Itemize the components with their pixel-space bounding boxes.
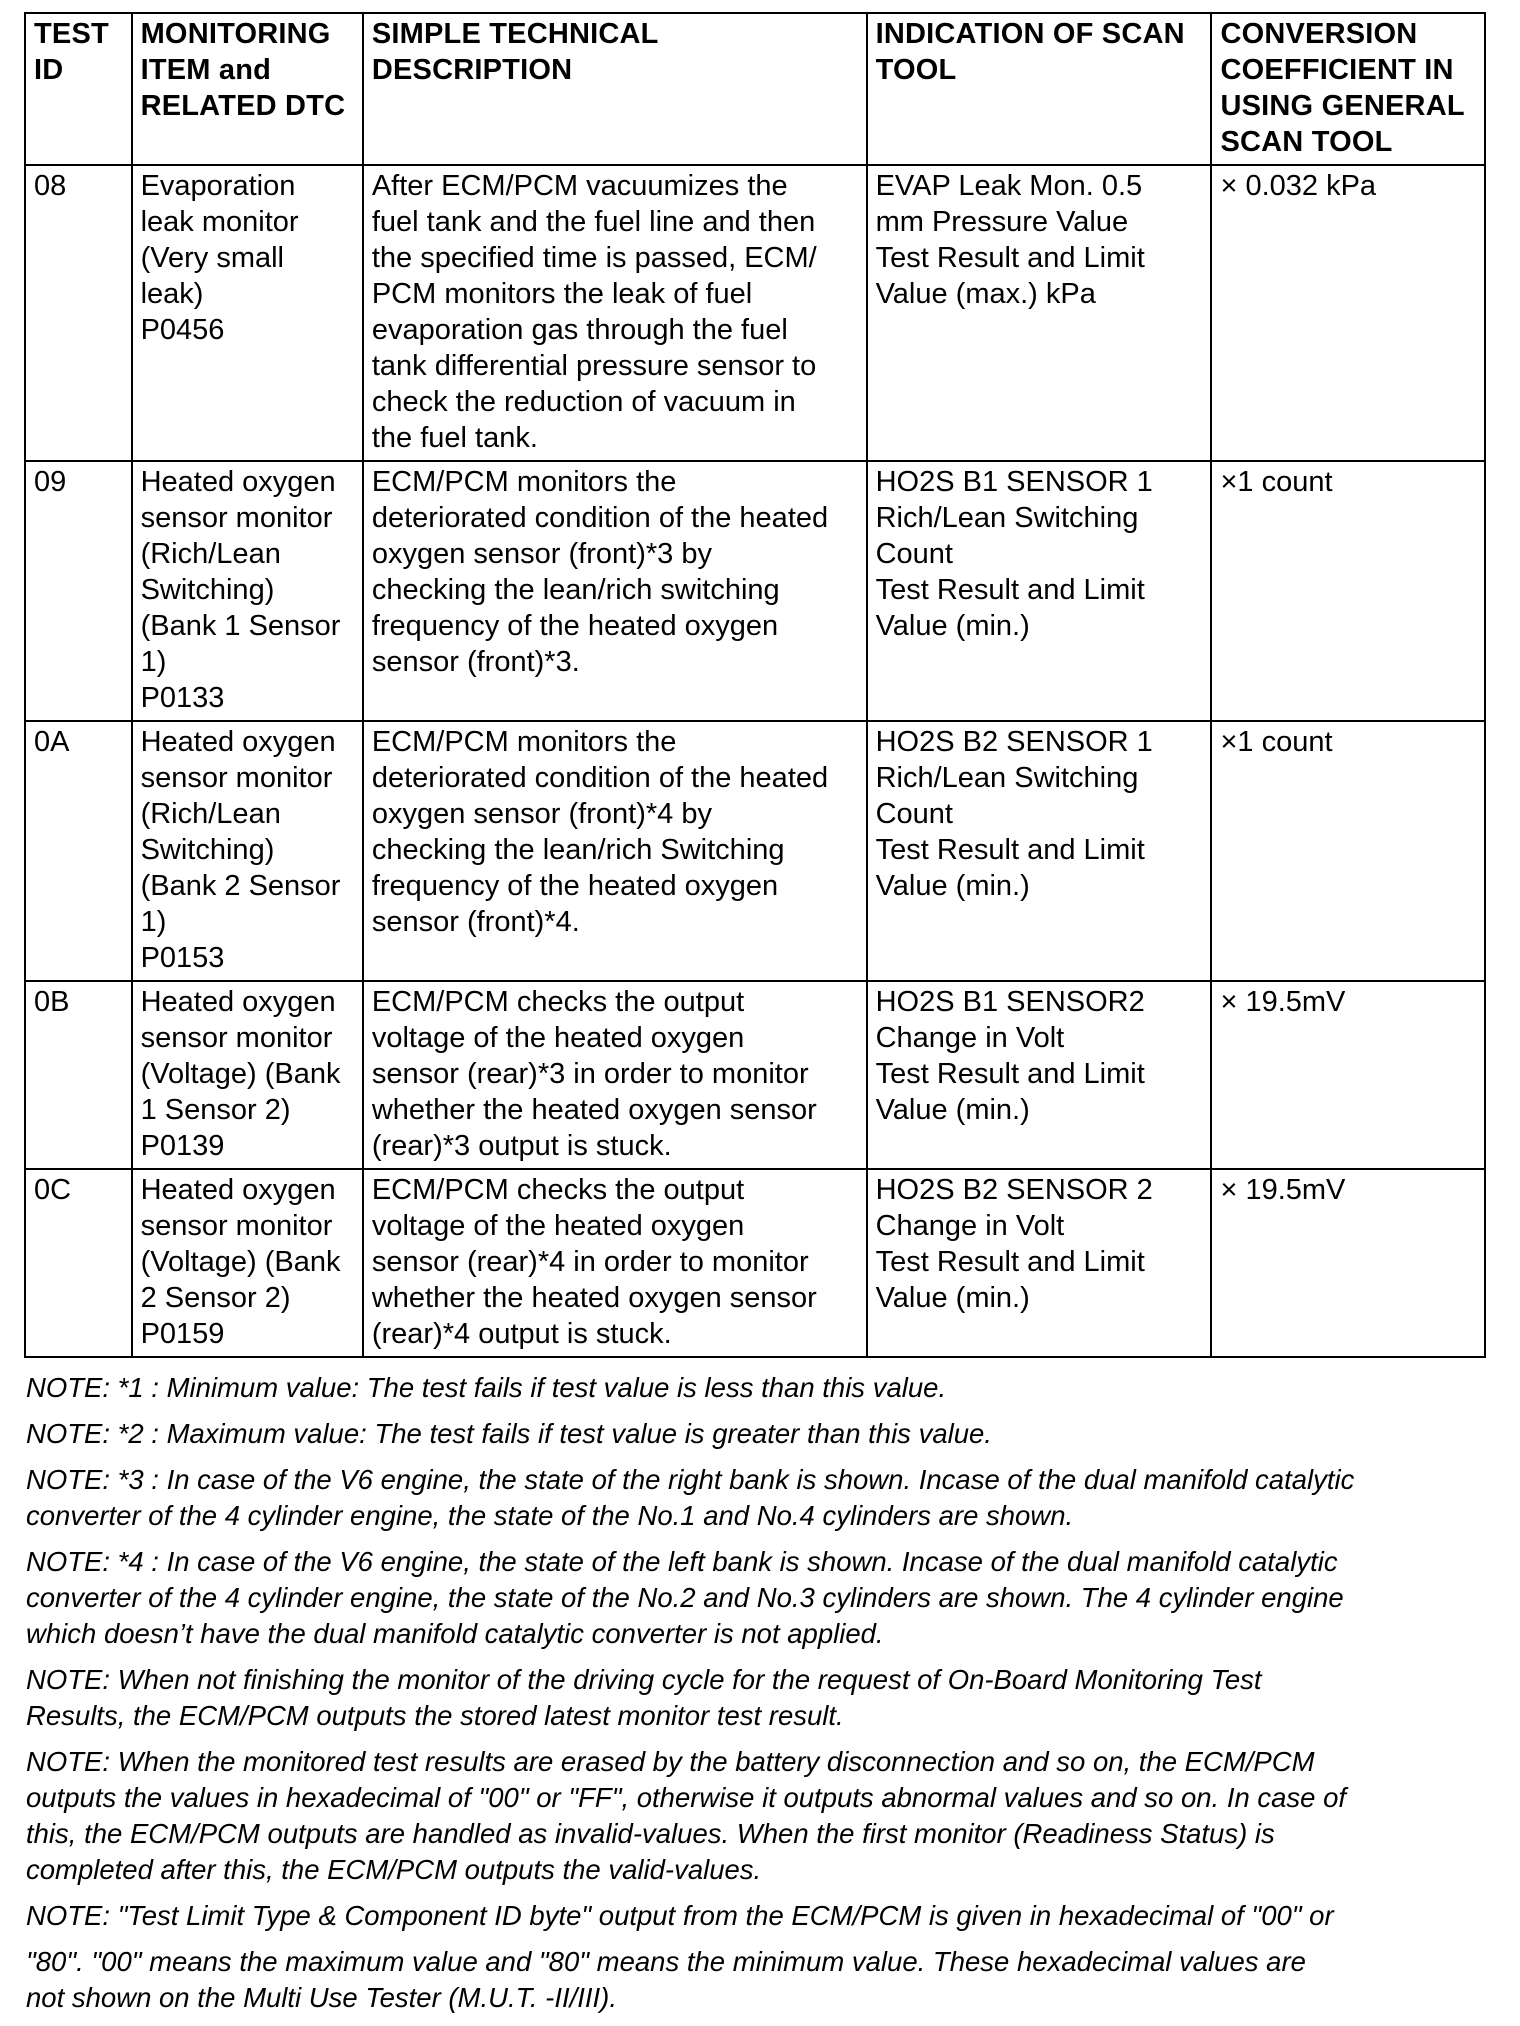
- description-cell: [363, 721, 867, 981]
- text-line: 1): [140, 646, 167, 678]
- text-line: Evaporation: [140, 170, 296, 202]
- header-scan-tool-indication: [867, 13, 1212, 165]
- text-line: leak): [140, 278, 204, 310]
- text-line: check the reduction of vacuum in: [371, 386, 796, 418]
- text-line: sensor (front)*4.: [371, 906, 580, 938]
- text-line: ID: [34, 54, 64, 86]
- text-line: Count: [875, 538, 953, 570]
- description-cell: [363, 981, 867, 1169]
- text-line: CONVERSION: [1220, 18, 1418, 50]
- coefficient-cell: × 0.032 kPa: [1211, 165, 1485, 461]
- text-line: leak monitor: [140, 206, 299, 238]
- text-line: NOTE: When the monitored test results are erased by the battery disconnection and so on, the ECM/PCM: [26, 1746, 1315, 1777]
- text-line: Switching): [140, 574, 275, 606]
- text-line: Value (min.): [875, 1094, 1030, 1126]
- text-line: Heated oxygen: [140, 986, 336, 1018]
- note-monitor-result: [26, 1662, 1496, 1734]
- text-line: P0159: [140, 1318, 225, 1350]
- text-line: sensor (rear)*3 in order to monitor: [371, 1058, 809, 1090]
- text-line: NOTE: *2 : Maximum value: The test fails if test value is greater than this value.: [26, 1418, 992, 1449]
- text-line: tank differential pressure sensor to: [371, 350, 817, 382]
- text-line: sensor monitor: [140, 762, 333, 794]
- monitoring-item-cell: [132, 1169, 363, 1357]
- text-line: HO2S B1 SENSOR2: [875, 986, 1145, 1018]
- text-line: ITEM and: [140, 54, 272, 86]
- table-row: [25, 1169, 1485, 1357]
- text-line: frequency of the heated oxygen: [371, 870, 779, 902]
- text-line: sensor monitor: [140, 1022, 333, 1054]
- note-4: [26, 1544, 1496, 1652]
- text-line: the fuel tank.: [371, 422, 538, 454]
- text-line: HO2S B1 SENSOR 1: [875, 466, 1153, 498]
- text-line: (Voltage) (Bank: [140, 1246, 341, 1278]
- text-line: USING GENERAL: [1220, 90, 1465, 122]
- text-line: Test Result and Limit: [875, 834, 1145, 866]
- text-line: Test Result and Limit: [875, 242, 1145, 274]
- coefficient-cell: × 19.5mV: [1211, 981, 1485, 1169]
- text-line: Heated oxygen: [140, 726, 336, 758]
- text-line: 1): [140, 906, 167, 938]
- test-id-cell: 0B: [25, 981, 132, 1169]
- note-3: [26, 1462, 1496, 1534]
- text-line: P0139: [140, 1130, 225, 1162]
- note-2: [26, 1416, 1496, 1452]
- text-line: SIMPLE TECHNICAL: [371, 18, 659, 50]
- text-line: P0456: [140, 314, 225, 346]
- text-line: ECM/PCM monitors the: [371, 466, 677, 498]
- text-line: ECM/PCM monitors the: [371, 726, 677, 758]
- header-monitoring-item: [132, 13, 363, 165]
- table-row: [25, 461, 1485, 721]
- text-line: NOTE: "Test Limit Type & Component ID byte" output from the ECM/PCM is given in hexadecimal of "00" or: [26, 1900, 1334, 1931]
- scan-tool-cell: [867, 721, 1212, 981]
- header-conversion-coefficient: [1211, 13, 1485, 165]
- test-id-cell: 08: [25, 165, 132, 461]
- text-line: oxygen sensor (front)*4 by: [371, 798, 712, 830]
- text-line: MONITORING: [140, 18, 331, 50]
- text-line: whether the heated oxygen sensor: [371, 1094, 817, 1126]
- text-line: not shown on the Multi Use Tester (M.U.T. -II/III).: [26, 1982, 617, 2013]
- note-1: [26, 1370, 1496, 1406]
- text-line: (Rich/Lean: [140, 538, 281, 570]
- text-line: Value (min.): [875, 1282, 1030, 1314]
- coefficient-cell: ×1 count: [1211, 461, 1485, 721]
- notes-section: [26, 1370, 1496, 2026]
- monitoring-item-cell: [132, 165, 363, 461]
- test-id-cell: 0C: [25, 1169, 132, 1357]
- text-line: HO2S B2 SENSOR 1: [875, 726, 1153, 758]
- text-line: checking the lean/rich switching: [371, 574, 780, 606]
- text-line: Heated oxygen: [140, 466, 336, 498]
- text-line: NOTE: When not finishing the monitor of the driving cycle for the request of On-Board Monitoring Test: [26, 1664, 1262, 1695]
- text-line: EVAP Leak Mon. 0.5: [875, 170, 1143, 202]
- text-line: which doesn’t have the dual manifold catalytic converter is not applied.: [26, 1618, 884, 1649]
- text-line: Test Result and Limit: [875, 1058, 1145, 1090]
- scan-tool-cell: [867, 165, 1212, 461]
- text-line: Value (max.) kPa: [875, 278, 1096, 310]
- table-header-row: [25, 13, 1485, 165]
- text-line: fuel tank and the fuel line and then: [371, 206, 816, 238]
- text-line: Results, the ECM/PCM outputs the stored latest monitor test result.: [26, 1700, 844, 1731]
- monitoring-item-cell: [132, 721, 363, 981]
- text-line: DESCRIPTION: [371, 54, 573, 86]
- header-technical-description: [363, 13, 867, 165]
- table-row: [25, 721, 1485, 981]
- text-line: deteriorated condition of the heated: [371, 762, 829, 794]
- text-line: (rear)*3 output is stuck.: [371, 1130, 672, 1162]
- text-line: oxygen sensor (front)*3 by: [371, 538, 712, 570]
- monitor-test-table: [24, 12, 1486, 1358]
- text-line: P0133: [140, 682, 225, 714]
- test-id-cell: 0A: [25, 721, 132, 981]
- text-line: Value (min.): [875, 870, 1030, 902]
- text-line: (Bank 2 Sensor: [140, 870, 341, 902]
- table-row: [25, 165, 1485, 461]
- text-line: NOTE: *3 : In case of the V6 engine, the state of the right bank is shown. Incase of the dual manifold catalytic: [26, 1464, 1355, 1495]
- table-row: [25, 981, 1485, 1169]
- text-line: Switching): [140, 834, 275, 866]
- text-line: Count: [875, 798, 953, 830]
- text-line: sensor monitor: [140, 1210, 333, 1242]
- test-id-cell: 09: [25, 461, 132, 721]
- text-line: voltage of the heated oxygen: [371, 1022, 745, 1054]
- text-line: sensor (front)*3.: [371, 646, 580, 678]
- text-line: this, the ECM/PCM outputs are handled as invalid-values. When the first monitor (Readiness Status) is: [26, 1818, 1275, 1849]
- description-cell: [363, 165, 867, 461]
- text-line: (Bank 1 Sensor: [140, 610, 341, 642]
- note-test-limit-type: [26, 1898, 1496, 1934]
- note-hex-values: [26, 1944, 1496, 2016]
- text-line: P0153: [140, 942, 225, 974]
- text-line: ECM/PCM checks the output: [371, 1174, 745, 1206]
- text-line: mm Pressure Value: [875, 206, 1129, 238]
- text-line: sensor (rear)*4 in order to monitor: [371, 1246, 809, 1278]
- text-line: (Very small: [140, 242, 284, 274]
- coefficient-cell: ×1 count: [1211, 721, 1485, 981]
- text-line: checking the lean/rich Switching: [371, 834, 785, 866]
- text-line: (rear)*4 output is stuck.: [371, 1318, 672, 1350]
- text-line: Rich/Lean Switching: [875, 762, 1139, 794]
- text-line: frequency of the heated oxygen: [371, 610, 779, 642]
- text-line: sensor monitor: [140, 502, 333, 534]
- scan-tool-cell: [867, 981, 1212, 1169]
- text-line: Test Result and Limit: [875, 574, 1145, 606]
- text-line: SCAN TOOL: [1220, 126, 1393, 158]
- text-line: NOTE: *4 : In case of the V6 engine, the state of the left bank is shown. Incase of the dual manifold catalytic: [26, 1546, 1338, 1577]
- text-line: TEST: [34, 18, 109, 50]
- text-line: RELATED DTC: [140, 90, 346, 122]
- text-line: 1 Sensor 2): [140, 1094, 291, 1126]
- text-line: ECM/PCM checks the output: [371, 986, 745, 1018]
- text-line: completed after this, the ECM/PCM outputs the valid-values.: [26, 1854, 762, 1885]
- text-line: converter of the 4 cylinder engine, the state of the No.1 and No.4 cylinders are shown.: [26, 1500, 1074, 1531]
- text-line: TOOL: [875, 54, 957, 86]
- monitoring-item-cell: [132, 461, 363, 721]
- text-line: converter of the 4 cylinder engine, the state of the No.2 and No.3 cylinders are shown. The 4 cylinder engine: [26, 1582, 1344, 1613]
- text-line: Test Result and Limit: [875, 1246, 1145, 1278]
- text-line: COEFFICIENT IN: [1220, 54, 1454, 86]
- text-line: deteriorated condition of the heated: [371, 502, 829, 534]
- text-line: outputs the values in hexadecimal of "00" or "FF", otherwise it outputs abnormal values and so on. In case of: [26, 1782, 1347, 1813]
- description-cell: [363, 461, 867, 721]
- note-invalid-values: [26, 1744, 1496, 1888]
- text-line: Rich/Lean Switching: [875, 502, 1139, 534]
- coefficient-cell: × 19.5mV: [1211, 1169, 1485, 1357]
- text-line: PCM monitors the leak of fuel: [371, 278, 753, 310]
- description-cell: [363, 1169, 867, 1357]
- text-line: 2 Sensor 2): [140, 1282, 291, 1314]
- scan-tool-cell: [867, 461, 1212, 721]
- text-line: voltage of the heated oxygen: [371, 1210, 745, 1242]
- text-line: Value (min.): [875, 610, 1030, 642]
- text-line: whether the heated oxygen sensor: [371, 1282, 817, 1314]
- text-line: Change in Volt: [875, 1022, 1065, 1054]
- text-line: (Voltage) (Bank: [140, 1058, 341, 1090]
- text-line: Change in Volt: [875, 1210, 1065, 1242]
- text-line: the specified time is passed, ECM/: [371, 242, 817, 274]
- scan-tool-cell: [867, 1169, 1212, 1357]
- text-line: INDICATION OF SCAN: [875, 18, 1185, 50]
- text-line: HO2S B2 SENSOR 2: [875, 1174, 1153, 1206]
- text-line: "80". "00" means the maximum value and "80" means the minimum value. These hexadecimal values are: [26, 1946, 1306, 1977]
- monitoring-item-cell: [132, 981, 363, 1169]
- text-line: evaporation gas through the fuel: [371, 314, 788, 346]
- text-line: NOTE: *1 : Minimum value: The test fails if test value is less than this value.: [26, 1372, 947, 1403]
- text-line: After ECM/PCM vacuumizes the: [371, 170, 788, 202]
- text-line: Heated oxygen: [140, 1174, 336, 1206]
- text-line: (Rich/Lean: [140, 798, 281, 830]
- header-test-id: [25, 13, 132, 165]
